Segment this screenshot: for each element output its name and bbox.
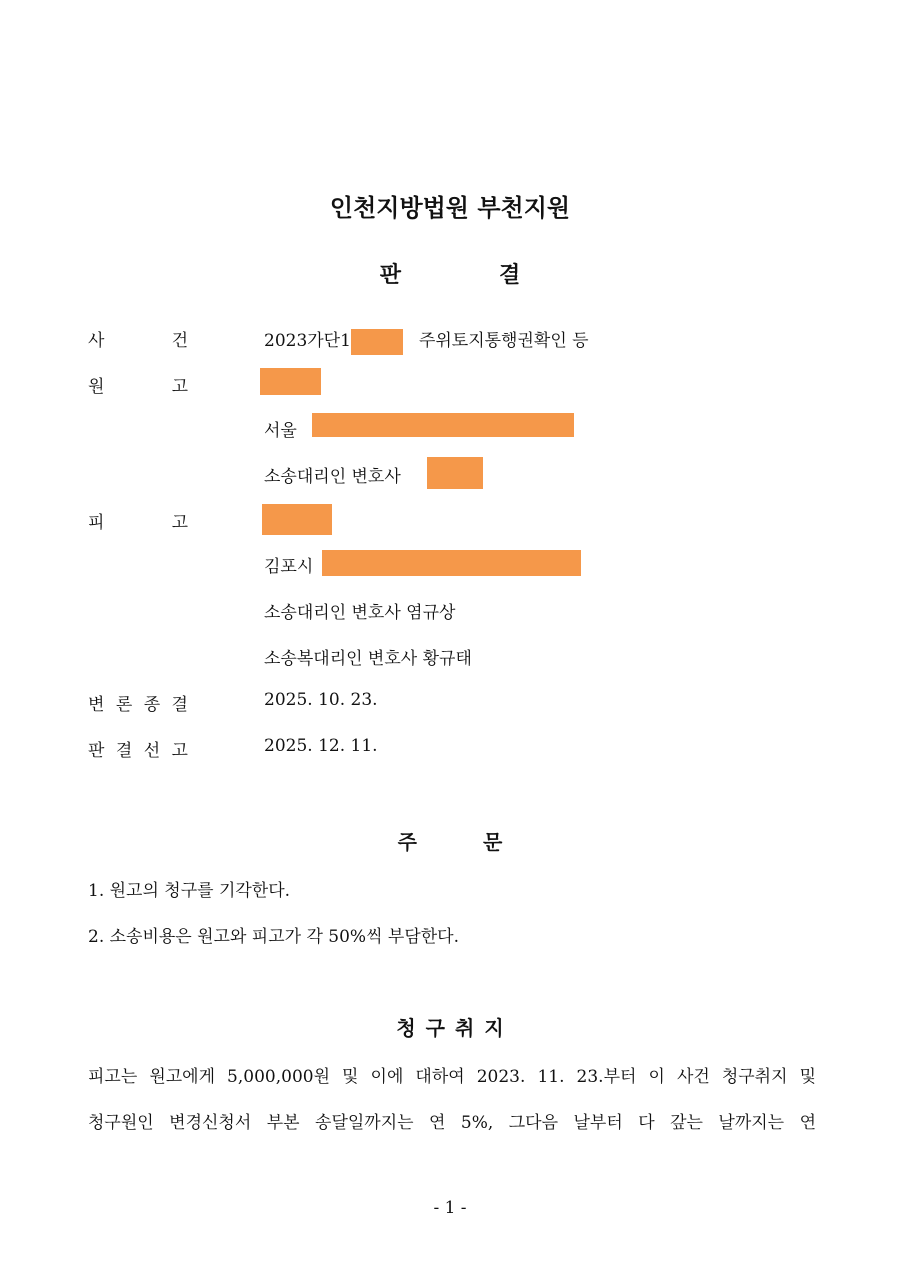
order-heading: 주 문	[397, 830, 503, 854]
page-number: - 1 -	[433, 1198, 467, 1218]
heading-char: 판	[379, 263, 401, 288]
defendant-address: 김포시	[264, 557, 314, 577]
heading-char: 결	[499, 263, 521, 288]
plaintiff-label: 원 고	[88, 377, 188, 397]
defendant-address-redaction	[322, 550, 581, 576]
plaintiff-address-redaction	[312, 413, 574, 437]
defendant-sub-counsel: 소송복대리인 변호사 황규태	[264, 649, 472, 669]
claim-line: 피고는 원고에게 5,000,000원 및 이에 대하여 2023. 11. 23.부터 이 사건 청구취지 및	[88, 1067, 816, 1087]
judgment-date-label: 판 결 선 고	[88, 741, 188, 761]
defendant-counsel: 소송대리인 변호사 염규상	[264, 603, 456, 623]
plaintiff-name-redaction	[260, 368, 321, 395]
defendant-name-redaction	[262, 504, 332, 535]
document-type-heading	[0, 258, 900, 289]
case-value	[264, 326, 589, 355]
plaintiff-counsel: 소송대리인 변호사	[264, 467, 401, 487]
court-name: 인천지방법원 부천지원	[329, 194, 571, 222]
claim-line: 청구원인 변경신청서 부본 송달일까지는 연 5%, 그다음 날부터 다 갚는 날까지는 연	[88, 1113, 816, 1133]
order-item: 2. 소송비용은 원고와 피고가 각 50%씩 부담한다.	[88, 927, 460, 947]
plaintiff-address: 서울	[264, 421, 297, 441]
claim-heading: 청 구 취 지	[396, 1016, 504, 1040]
judgment-date: 2025. 12. 11.	[264, 736, 378, 756]
case-title: 주위토지통행권확인 등	[418, 331, 589, 351]
order-item: 1. 원고의 청구를 기각한다.	[88, 881, 291, 901]
hearing-closed-label: 변 론 종 결	[88, 695, 188, 715]
case-label: 사 건	[88, 331, 188, 351]
redaction-block	[351, 329, 403, 355]
hearing-closed-date: 2025. 10. 23.	[264, 690, 378, 710]
defendant-label: 피 고	[88, 513, 188, 533]
plaintiff-counsel-redaction	[427, 457, 483, 489]
case-number: 2023가단1	[264, 331, 351, 351]
